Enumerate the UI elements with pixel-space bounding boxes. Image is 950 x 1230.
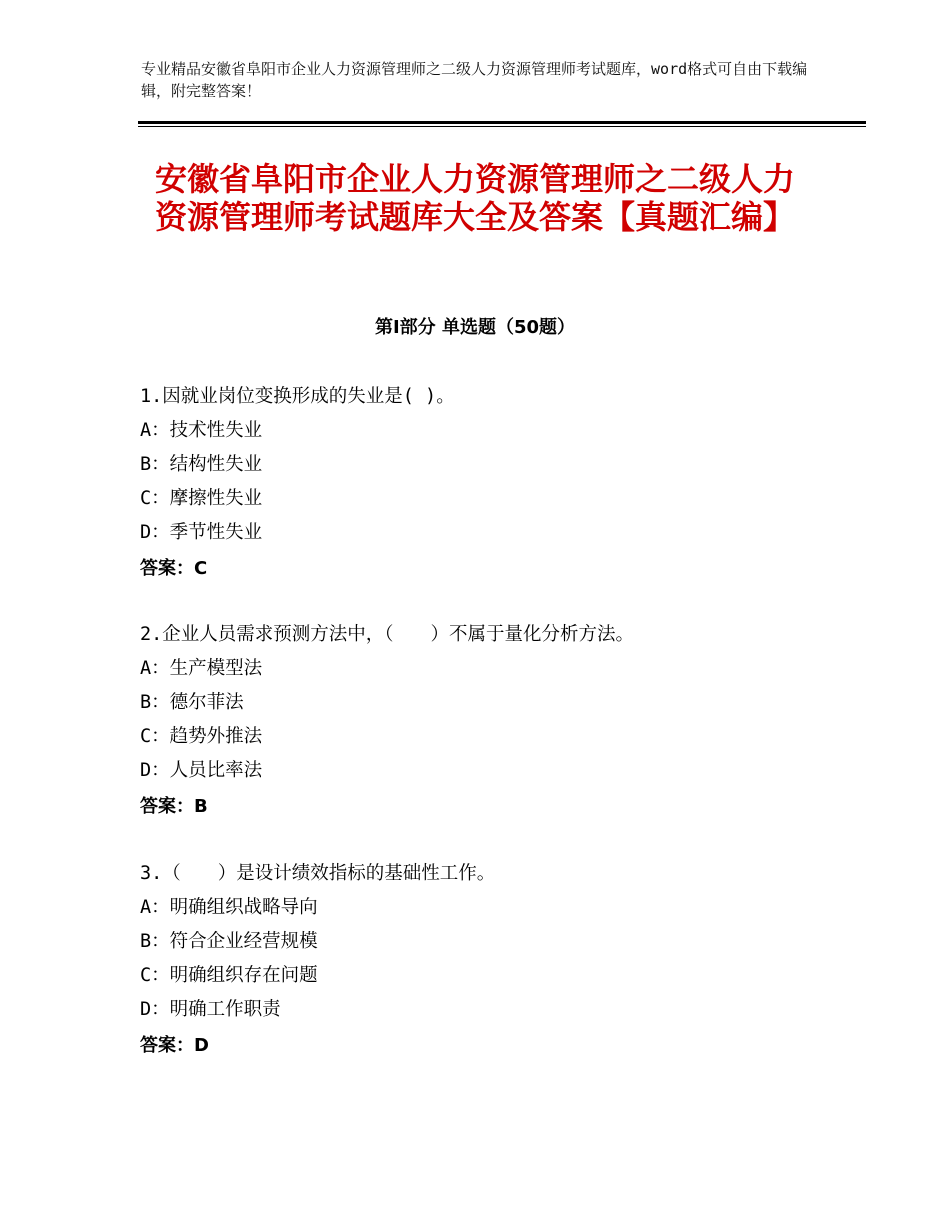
question-2 (140, 621, 840, 825)
option-d: D：明确工作职责 (140, 999, 281, 1020)
question-3 (140, 860, 840, 1064)
option-d: D：人员比率法 (140, 760, 263, 781)
question-1 (140, 383, 840, 587)
question-stem: 3.（ ）是设计绩效指标的基础性工作。 (140, 863, 496, 884)
option-c: C：明确组织存在问题 (140, 965, 318, 986)
document-title: 安徽省阜阳市企业人力资源管理师之二级人力资源管理师考试题库大全及答案【真题汇编】 (154, 160, 795, 236)
question-answer: 答案：D (140, 1035, 209, 1056)
question-answer: 答案：B (140, 796, 208, 817)
header-rule-thick (138, 121, 866, 124)
option-a: A：生产模型法 (140, 658, 263, 679)
question-stem: 2.企业人员需求预测方法中，（ ）不属于量化分析方法。 (140, 624, 635, 645)
question-answer: 答案：C (140, 558, 208, 579)
option-d: D：季节性失业 (140, 522, 263, 543)
option-b: B：符合企业经营规模 (140, 931, 318, 952)
option-b: B：结构性失业 (140, 454, 263, 475)
option-a: A：明确组织战略导向 (140, 897, 318, 918)
option-c: C：摩擦性失业 (140, 488, 263, 509)
option-c: C：趋势外推法 (140, 726, 263, 747)
header-note: 专业精品安徽省阜阳市企业人力资源管理师之二级人力资源管理师考试题库，word格式可自由下载编辑，附完整答案！ (141, 60, 808, 100)
option-a: A：技术性失业 (140, 420, 263, 441)
question-stem: 1.因就业岗位变换形成的失业是( )。 (140, 386, 455, 407)
header-rule-thin (138, 126, 866, 127)
option-b: B：德尔菲法 (140, 692, 244, 713)
section-heading: 第Ⅰ部分 单选题（50题） (374, 317, 575, 338)
